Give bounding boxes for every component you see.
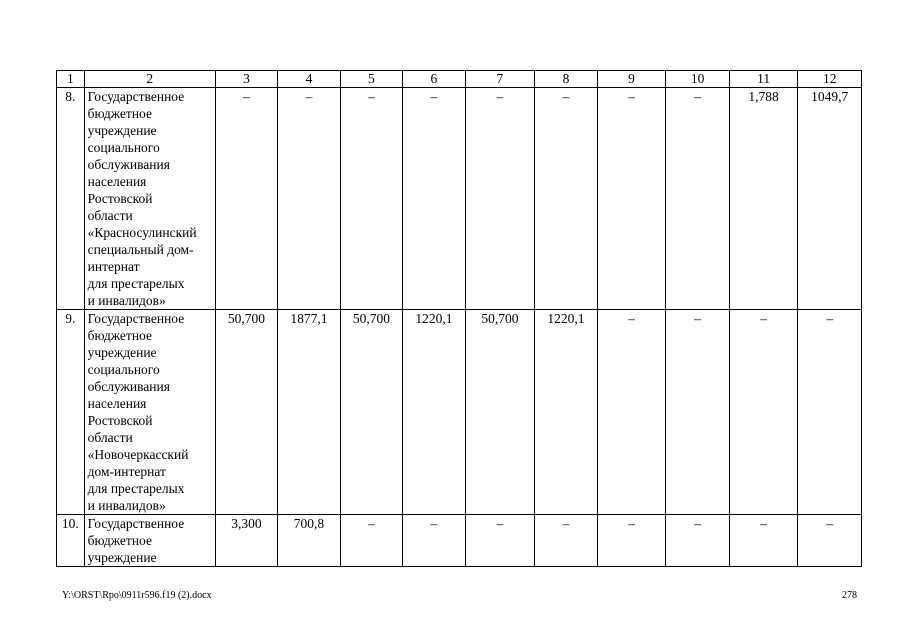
value-cell-col-9: – <box>597 88 666 310</box>
institution-name-line: Государственное <box>87 89 185 104</box>
value-cell-col-8: – <box>535 515 597 567</box>
header-cell: 2 <box>84 71 215 88</box>
institution-name-line: области <box>87 430 133 445</box>
institution-name-line: бюджетное <box>87 533 152 548</box>
institution-name-line: учреждение <box>87 123 157 138</box>
institution-name-line: Ростовской <box>87 413 153 428</box>
institution-name-line: Государственное <box>87 516 185 531</box>
value-cell-col-4: 700,8 <box>278 515 340 567</box>
institution-name-line: области <box>87 208 133 223</box>
institution-name-line: дом-интернат <box>87 464 166 479</box>
institution-name-line: учреждение <box>87 345 157 360</box>
value-cell-col-7: – <box>465 88 535 310</box>
value-cell-col-7: 50,700 <box>465 310 535 515</box>
institution-name-line: для престарелых <box>87 481 185 496</box>
value-cell-col-4: – <box>278 88 340 310</box>
value-cell-col-5: – <box>340 88 402 310</box>
value-cell-col-11: – <box>729 515 798 567</box>
value-cell-col-5: 50,700 <box>340 310 402 515</box>
value-cell-col-3: 3,300 <box>215 515 277 567</box>
institution-name-line: Государственное <box>87 311 185 326</box>
value-cell-col-8: – <box>535 88 597 310</box>
footer-page-number: 278 <box>842 590 857 601</box>
value-cell-col-3: 50,700 <box>215 310 277 515</box>
institution-name-line: социального <box>87 362 160 377</box>
institution-name-line: социального <box>87 140 160 155</box>
header-cell: 3 <box>215 71 277 88</box>
value-cell-col-10: – <box>666 515 729 567</box>
row-index-cell <box>57 515 85 567</box>
value-cell-col-4: 1877,1 <box>278 310 340 515</box>
institution-name-line: населения <box>87 396 147 411</box>
institution-name-line: «Новочеркасский <box>87 447 189 462</box>
institution-name-line: обслуживания <box>87 157 170 172</box>
value-cell-col-5: – <box>340 515 402 567</box>
footer-file-path: Y:\ORST\Rpo\0911r596.f19 (2).docx <box>62 590 212 601</box>
row-index: 8. <box>65 89 76 104</box>
value-cell-col-7: – <box>465 515 535 567</box>
table-row <box>57 88 862 310</box>
header-cell: 5 <box>340 71 402 88</box>
value-cell-col-6: 1220,1 <box>403 310 465 515</box>
institution-name-cell <box>84 310 215 515</box>
header-cell: 10 <box>666 71 729 88</box>
header-cell: 6 <box>403 71 465 88</box>
institution-name-line: бюджетное <box>87 328 152 343</box>
row-index-cell <box>57 88 85 310</box>
value-cell-col-12: – <box>798 310 862 515</box>
header-cell: 7 <box>465 71 535 88</box>
institution-name-line: специальный дом- <box>87 242 194 257</box>
row-index-cell <box>57 310 85 515</box>
value-cell-col-3: – <box>215 88 277 310</box>
value-cell-col-10: – <box>666 310 729 515</box>
header-cell: 12 <box>798 71 862 88</box>
value-cell-col-6: – <box>403 88 465 310</box>
value-cell-col-9: – <box>597 310 666 515</box>
institution-name-line: обслуживания <box>87 379 170 394</box>
institution-name-cell <box>84 515 215 567</box>
table-row <box>57 310 862 515</box>
row-index: 10. <box>61 516 79 531</box>
value-cell-col-9: – <box>597 515 666 567</box>
institution-name-line: и инвалидов» <box>87 293 166 308</box>
value-cell-col-12: – <box>798 515 862 567</box>
header-cell: 1 <box>57 71 85 88</box>
row-index: 9. <box>65 311 76 326</box>
institution-name-line: населения <box>87 174 147 189</box>
institution-name-cell <box>84 88 215 310</box>
institution-name-line: учреждение <box>87 550 157 565</box>
institution-name-line: «Красносулинский <box>87 225 197 240</box>
table-row <box>57 515 862 567</box>
institution-name-line: для престарелых <box>87 276 185 291</box>
table-header-row <box>57 71 862 88</box>
value-cell-col-8: 1220,1 <box>535 310 597 515</box>
value-cell-col-11: 1,788 <box>729 88 798 310</box>
institution-name-line: интернат <box>87 259 140 274</box>
value-cell-col-6: – <box>403 515 465 567</box>
institution-name-line: Ростовской <box>87 191 153 206</box>
header-cell: 8 <box>535 71 597 88</box>
institution-name-line: бюджетное <box>87 106 152 121</box>
value-cell-col-11: – <box>729 310 798 515</box>
data-table <box>56 70 862 567</box>
header-cell: 11 <box>729 71 798 88</box>
value-cell-col-10: – <box>666 88 729 310</box>
value-cell-col-12: 1049,7 <box>798 88 862 310</box>
header-cell: 4 <box>278 71 340 88</box>
institution-name-line: и инвалидов» <box>87 498 166 513</box>
header-cell: 9 <box>597 71 666 88</box>
